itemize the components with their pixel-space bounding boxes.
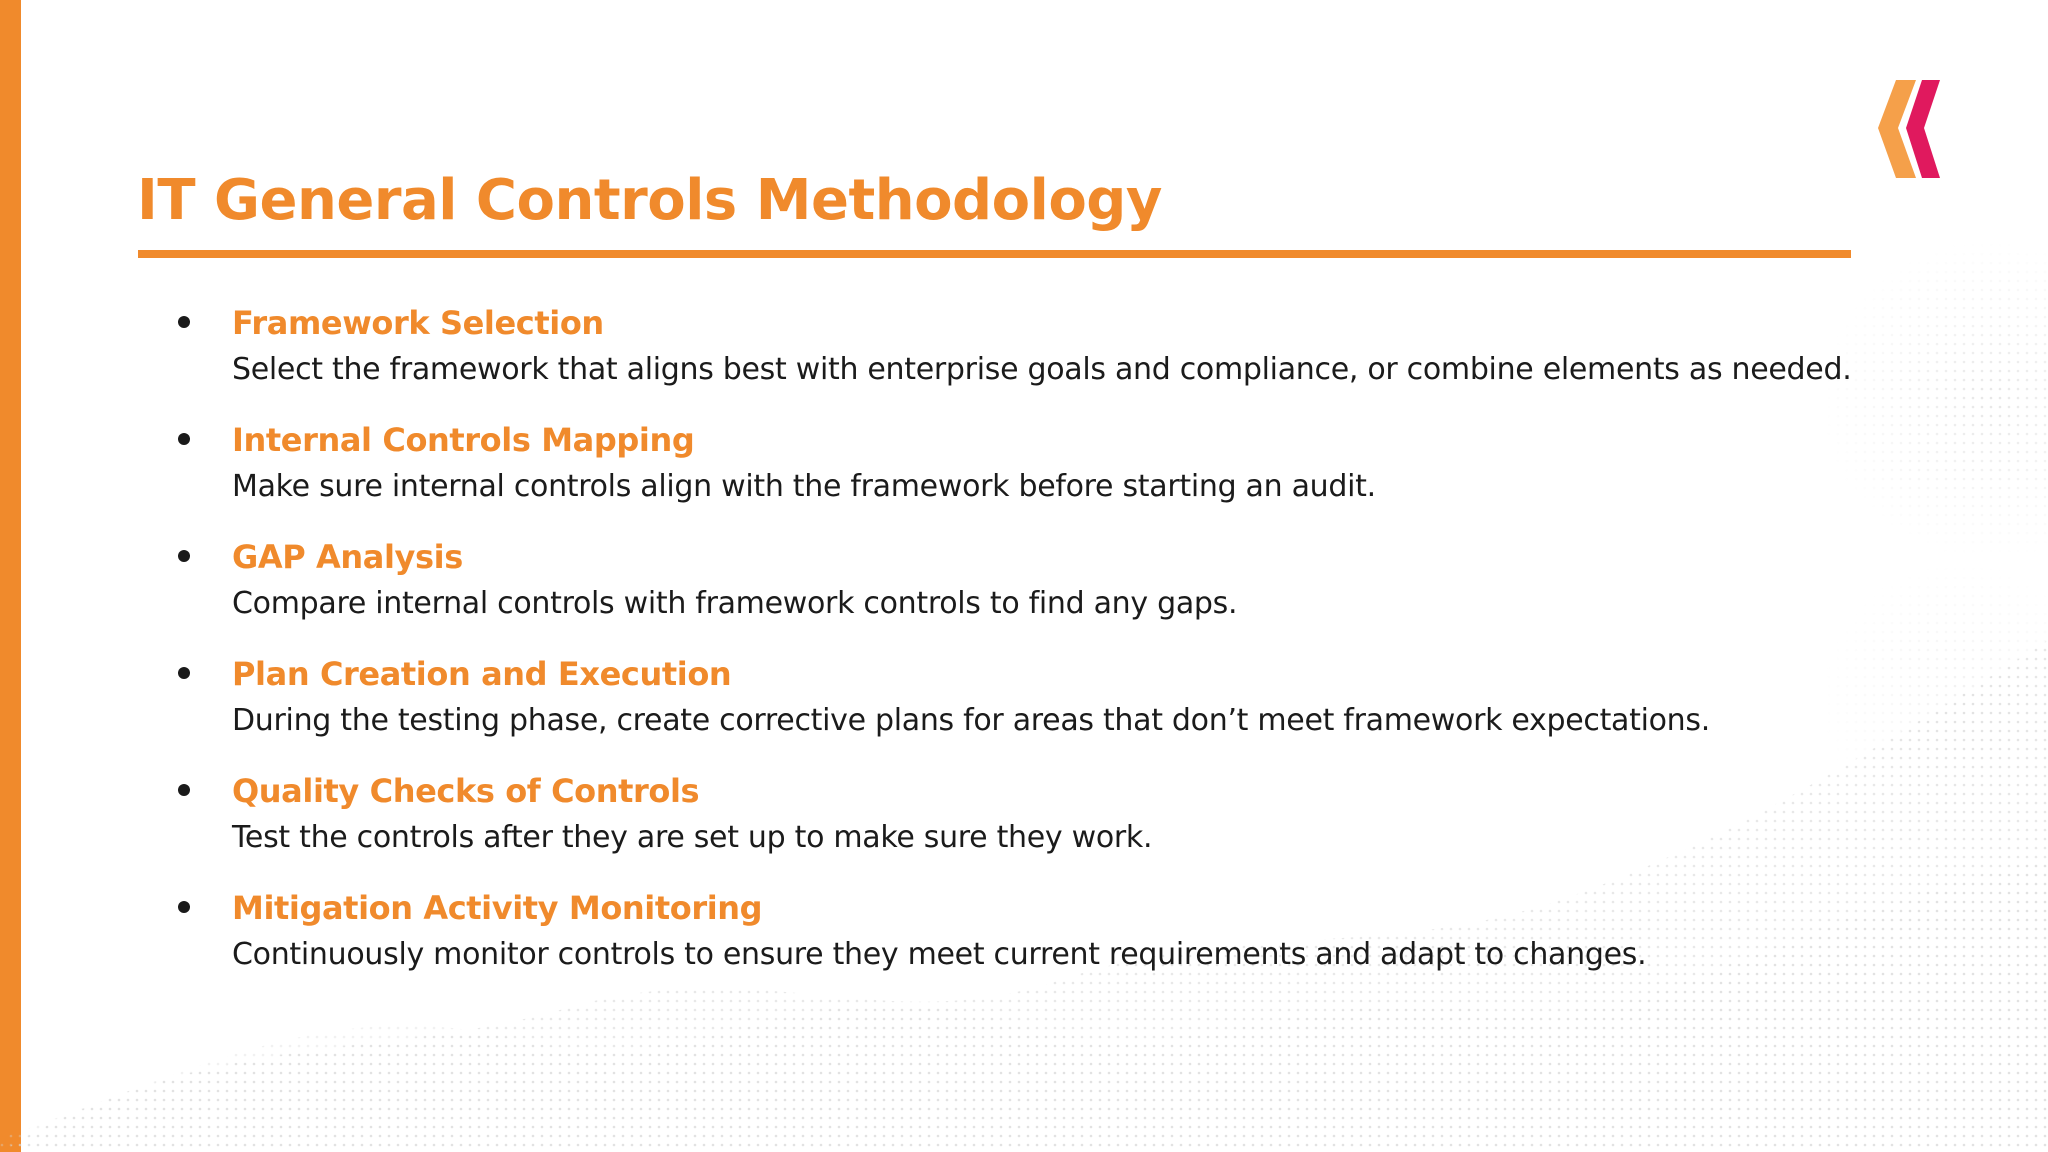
item-description: Continuously monitor controls to ensure they meet current requirements and adapt to changes. <box>232 937 1647 972</box>
list-item <box>176 651 1876 744</box>
item-description: Compare internal controls with framework controls to find any gaps. <box>232 586 1238 621</box>
item-description: Test the controls after they are set up to make sure they work. <box>232 820 1153 855</box>
bullet-dot-icon <box>178 667 190 679</box>
bullet-dot-icon <box>178 433 190 445</box>
item-heading: Internal Controls Mapping <box>232 421 695 459</box>
item-description: Make sure internal controls align with the framework before starting an audit. <box>232 469 1376 504</box>
title-underline <box>138 250 1851 258</box>
item-heading: Mitigation Activity Monitoring <box>232 889 763 927</box>
bullet-dot-icon <box>178 901 190 913</box>
item-heading: Plan Creation and Execution <box>232 655 732 693</box>
page-title: IT General Controls Methodology <box>137 168 1162 233</box>
item-heading: Quality Checks of Controls <box>232 772 700 810</box>
methodology-list <box>176 300 1876 978</box>
item-heading: Framework Selection <box>232 304 604 342</box>
item-description: Select the framework that aligns best with enterprise goals and compliance, or combine elements as needed. <box>232 352 1852 387</box>
list-item <box>176 534 1876 627</box>
list-item <box>176 768 1876 861</box>
item-heading: GAP Analysis <box>232 538 463 576</box>
bullet-dot-icon <box>178 316 190 328</box>
bullet-dot-icon <box>178 784 190 796</box>
logo-chevron-pink <box>1906 80 1940 178</box>
list-item <box>176 417 1876 510</box>
list-item <box>176 300 1876 393</box>
list-item <box>176 885 1876 978</box>
brand-chevron-logo-icon <box>1878 78 1942 180</box>
bullet-dot-icon <box>178 550 190 562</box>
item-description: During the testing phase, create corrective plans for areas that don’t meet framework expectations. <box>232 703 1710 738</box>
